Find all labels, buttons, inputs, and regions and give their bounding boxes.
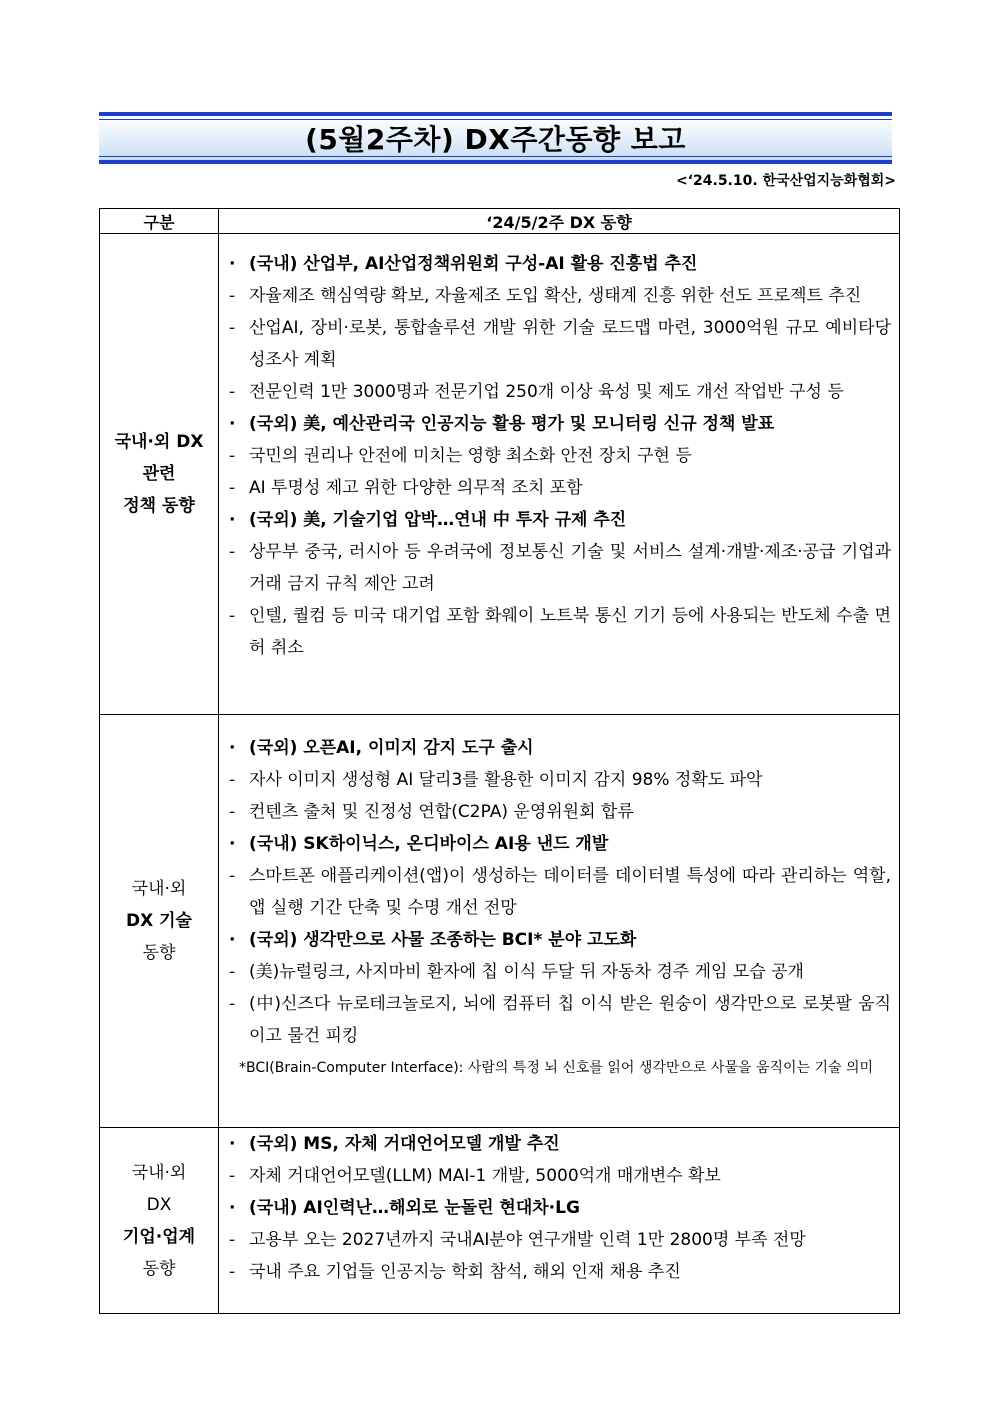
item-text: 고용부 오는 2027년까지 국내AI분야 연구개발 인력 1만 2800명 부족 전망: [249, 1230, 806, 1250]
content-cell: [219, 715, 900, 1128]
category-line: 동향: [142, 1258, 176, 1279]
news-detail: [229, 440, 891, 472]
bullet-dot: ·: [229, 510, 236, 530]
bullet-dash: -: [229, 866, 236, 886]
item-text: AI 투명성 제고 위한 다양한 의무적 조치 포함: [249, 478, 583, 498]
item-text: 국내 주요 기업들 인공지능 학회 참석, 해외 인재 채용 추진: [249, 1262, 681, 1282]
category-cell: [100, 234, 219, 715]
news-headline: [229, 248, 891, 280]
item-text: 자체 거대언어모델(LLM) MAI-1 개발, 5000억개 매개변수 확보: [249, 1166, 721, 1186]
content-cell: [219, 234, 900, 715]
item-text: (국내) 산업부, AI산업정책위원회 구성-AI 활용 진흥법 추진: [249, 254, 698, 274]
table-row-tech: [100, 715, 900, 1128]
item-text: 컨텐츠 출처 및 진정성 연합(C2PA) 운영위원회 합류: [249, 802, 634, 822]
table-row-industry: [100, 1128, 900, 1314]
category-line: 기업·업계: [122, 1226, 196, 1247]
item-text: 스마트폰 애플리케이션(앱)이 생성하는 데이터를 데이터별 특성에 따라 관리하는 역할, 앱 실행 기간 단축 및 수명 개선 전망: [249, 866, 891, 918]
title-banner: [99, 112, 892, 164]
table-header-row: [100, 209, 900, 234]
bullet-dash: -: [229, 542, 236, 562]
category-cell: [100, 1128, 219, 1314]
bullet-dash: -: [229, 446, 236, 466]
news-detail: [229, 764, 891, 796]
category-line: 정책 동향: [123, 496, 195, 516]
news-detail: [229, 600, 891, 664]
page-title: (5월2주차) DX주간동향 보고: [305, 123, 686, 156]
category-line: 동향: [142, 943, 176, 963]
category-line: DX: [146, 1194, 172, 1215]
item-text: 자율제조 핵심역량 확보, 자율제조 도입 확산, 생태계 진흥 위한 선도 프로젝트 추진: [249, 286, 862, 306]
category-line: DX 기술: [126, 911, 192, 931]
item-text: 인텔, 퀄컴 등 미국 대기업 포함 화웨이 노트북 통신 기기 등에 사용되는 반도체 수출 면허 취소: [249, 606, 891, 658]
bullet-dot: ·: [229, 930, 236, 950]
news-detail: [229, 956, 891, 988]
bullet-dash: -: [229, 1166, 236, 1186]
news-detail: [229, 796, 891, 828]
bullet-dash: -: [229, 318, 236, 338]
news-detail: [229, 988, 891, 1052]
news-headline: [229, 924, 891, 956]
news-headline: [229, 1128, 891, 1160]
bullet-dot: ·: [229, 254, 236, 274]
category-line: 관련: [142, 464, 176, 484]
news-detail: [229, 376, 891, 408]
news-detail: [229, 1224, 891, 1256]
news-headline: [229, 828, 891, 860]
news-headline: [229, 504, 891, 536]
bullet-dot: ·: [229, 1198, 236, 1218]
item-text: 전문인력 1만 3000명과 전문기업 250개 이상 육성 및 제도 개선 작업반 구성 등: [249, 382, 844, 402]
item-text: (국외) 생각만으로 사물 조종하는 BCI* 분야 고도화: [249, 930, 637, 950]
bullet-dash: -: [229, 770, 236, 790]
category-line: 국내·외: [131, 1162, 187, 1183]
bullet-dash: -: [229, 382, 236, 402]
category-line: 국내·외 DX: [114, 432, 204, 452]
news-detail: [229, 472, 891, 504]
bullet-dash: -: [229, 962, 236, 982]
news-detail: [229, 860, 891, 924]
bullet-dash: -: [229, 1230, 236, 1250]
news-detail: [229, 1256, 891, 1288]
news-headline: [229, 1192, 891, 1224]
item-text: 상무부 중국, 러시아 등 우려국에 정보통신 기술 및 서비스 설계·개발·제조·공급 기업과 거래 금지 규칙 제안 고려: [249, 542, 891, 594]
news-detail: [229, 280, 891, 312]
header-category: 구분: [100, 209, 219, 234]
category-line: 국내·외: [131, 879, 187, 899]
bullet-dash: -: [229, 1262, 236, 1282]
bullet-dash: -: [229, 286, 236, 306]
item-text: (국내) AI인력난…해외로 눈돌린 현대차·LG: [249, 1198, 580, 1218]
bullet-dot: ·: [229, 1134, 236, 1154]
content-cell: [219, 1128, 900, 1314]
item-text: (국외) 美, 예산관리국 인공지능 활용 평가 및 모니터링 신규 정책 발표: [249, 414, 775, 434]
item-text: (국내) SK하이닉스, 온디바이스 AI용 낸드 개발: [249, 834, 609, 854]
item-text: (국외) 오픈AI, 이미지 감지 도구 출시: [249, 738, 534, 758]
news-headline: [229, 732, 891, 764]
footnote: *BCI(Brain-Computer Interface): 사람의 특정 뇌 신호를 읽어 생각만으로 사물을 움직이는 기술 의미: [239, 1060, 874, 1076]
bullet-dot: ·: [229, 834, 236, 854]
table-row-policy: [100, 234, 900, 715]
news-detail: [229, 1160, 891, 1192]
item-text: 자사 이미지 생성형 AI 달리3를 활용한 이미지 감지 98% 정확도 파악: [249, 770, 763, 790]
bullet-dash: -: [229, 802, 236, 822]
news-detail: [229, 536, 891, 600]
item-text: 산업AI, 장비·로봇, 통합솔루션 개발 위한 기술 로드맵 마련, 3000억원 규모 예비타당성조사 계획: [249, 318, 891, 370]
bullet-dot: ·: [229, 414, 236, 434]
category-cell: [100, 715, 219, 1128]
item-text: (中)신즈다 뉴로테크놀로지, 뇌에 컴퓨터 칩 이식 받은 원숭이 생각만으로 로봇팔 움직이고 물건 피킹: [249, 994, 891, 1046]
bullet-dash: -: [229, 478, 236, 498]
item-text: 국민의 권리나 안전에 미치는 영향 최소화 안전 장치 구현 등: [249, 446, 692, 466]
item-text: (美)뉴럴링크, 사지마비 환자에 칩 이식 두달 뒤 자동차 경주 게임 모습 공개: [249, 962, 804, 982]
trend-table: [99, 208, 900, 1314]
bullet-dash: -: [229, 994, 236, 1014]
news-detail: [229, 312, 891, 376]
news-headline: [229, 408, 891, 440]
item-text: (국외) MS, 자체 거대언어모델 개발 추진: [249, 1134, 560, 1154]
item-text: (국외) 美, 기술기업 압박…연내 中 투자 규제 추진: [249, 510, 627, 530]
bullet-dot: ·: [229, 738, 236, 758]
header-trend: ‘24/5/2주 DX 동향: [219, 209, 900, 234]
issuer-date: <‘24.5.10. 한국산업지능화협회>: [675, 173, 896, 189]
bullet-dash: -: [229, 606, 236, 626]
